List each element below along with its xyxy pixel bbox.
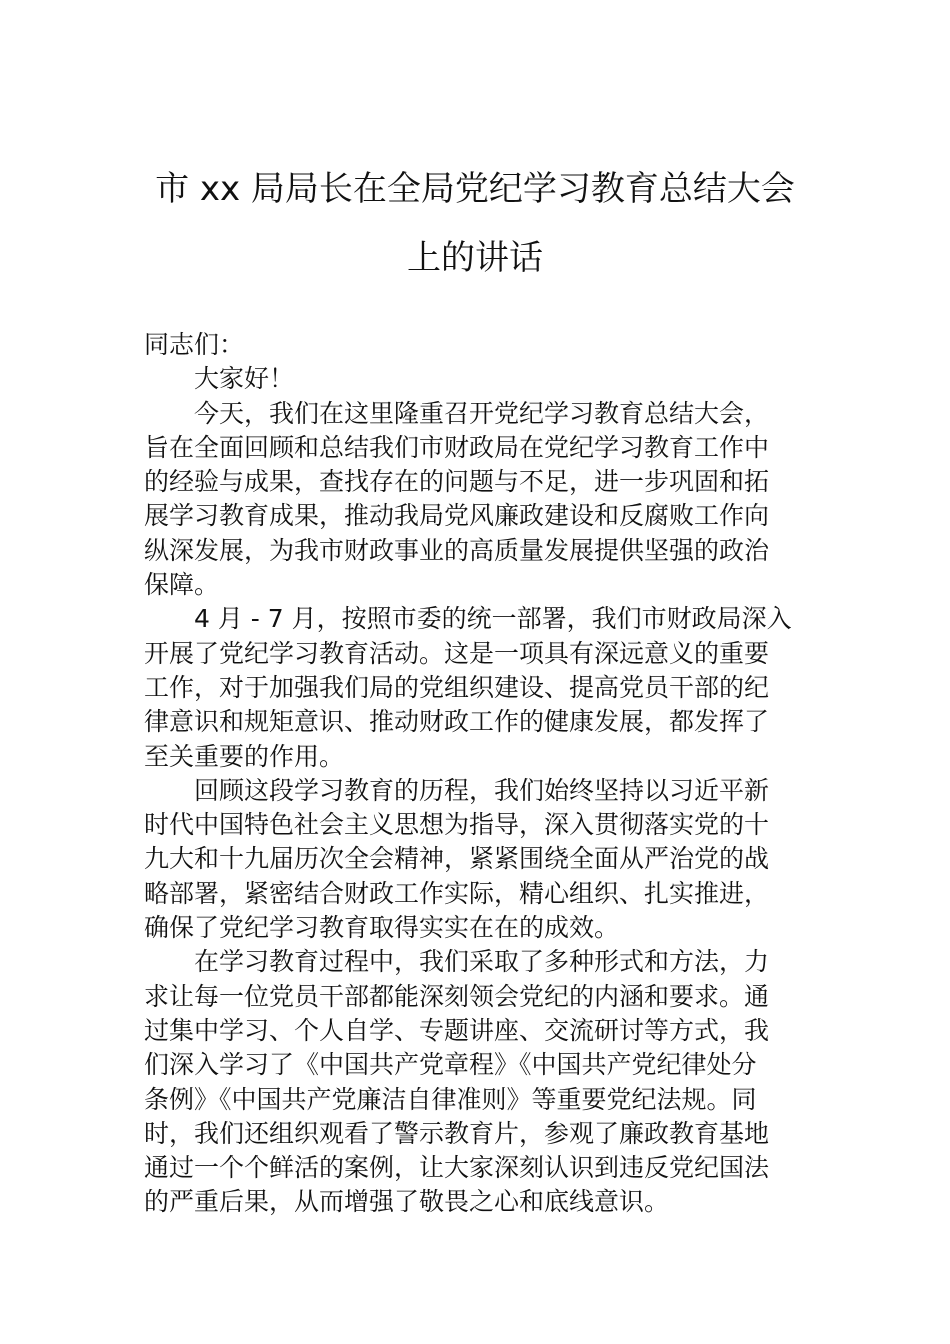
paragraph-opening <box>144 397 834 603</box>
paragraph-line: 时代中国特色社会主义思想为指导，深入贯彻落实党的十 <box>144 810 770 840</box>
document-body <box>144 328 834 1220</box>
paragraph-line: 过集中学习、个人自学、专题讲座、交流研讨等方式，我 <box>144 1015 770 1045</box>
paragraph-line: 条例》《中国共产党廉洁自律准则》等重要党纪法规。同 <box>144 1084 757 1114</box>
paragraph-line: 工作，对于加强我们局的党组织建设、提高党员干部的纪 <box>144 672 770 702</box>
paragraph-line: 开展了党纪学习教育活动。这是一项具有深远意义的重要 <box>144 638 770 668</box>
paragraph-line: 通过一个个鲜活的案例，让大家深刻认识到违反党纪国法 <box>144 1153 770 1183</box>
paragraph-review <box>144 774 834 945</box>
paragraph-background <box>144 602 834 773</box>
paragraph-line: 大家好！ <box>194 364 295 394</box>
paragraph-line: 4 月 - 7 月，按照市委的统一部署，我们市财政局深入 <box>194 604 792 634</box>
paragraph-line: 今天，我们在这里隆重召开党纪学习教育总结大会， <box>194 398 770 428</box>
paragraph-line: 展学习教育成果，推动我局党风廉政建设和反腐败工作向 <box>144 501 770 531</box>
paragraph-line: 至关重要的作用。 <box>144 741 345 771</box>
salutation: 同志们： <box>144 330 245 359</box>
paragraph-line: 们深入学习了《中国共产党章程》《中国共产党纪律处分 <box>144 1050 757 1080</box>
paragraph-line: 略部署，紧密结合财政工作实际，精心组织、扎实推进， <box>144 878 770 908</box>
paragraph-line: 保障。 <box>144 570 220 600</box>
paragraph-line: 求让每一位党员干部都能深刻领会党纪的内涵和要求。通 <box>144 981 770 1011</box>
paragraph-line: 的经验与成果，查找存在的问题与不足，进一步巩固和拓 <box>144 467 770 497</box>
document-title-line-2: 上的讲话 <box>407 238 543 278</box>
paragraph-line: 九大和十九届历次全会精神，紧紧围绕全面从严治党的战 <box>144 844 770 874</box>
paragraph-line: 确保了党纪学习教育取得实实在在的成效。 <box>144 913 620 943</box>
document-title-line-1: 市 xx 局局长在全局党纪学习教育总结大会 <box>155 169 795 209</box>
paragraph-line: 纵深发展，为我市财政事业的高质量发展提供坚强的政治 <box>144 535 770 565</box>
paragraph-line: 律意识和规矩意识、推动财政工作的健康发展，都发挥了 <box>144 707 770 737</box>
paragraph-line: 回顾这段学习教育的历程，我们始终坚持以习近平新 <box>194 775 770 805</box>
paragraph-methods <box>144 945 834 1219</box>
paragraph-greeting <box>144 362 834 396</box>
paragraph-line: 时，我们还组织观看了警示教育片，参观了廉政教育基地 <box>144 1118 770 1148</box>
paragraph-line: 的严重后果，从而增强了敬畏之心和底线意识。 <box>144 1187 670 1217</box>
paragraph-line: 在学习教育过程中，我们采取了多种形式和方法，力 <box>194 947 770 977</box>
paragraph-line: 旨在全面回顾和总结我们市财政局在党纪学习教育工作中 <box>144 432 770 462</box>
